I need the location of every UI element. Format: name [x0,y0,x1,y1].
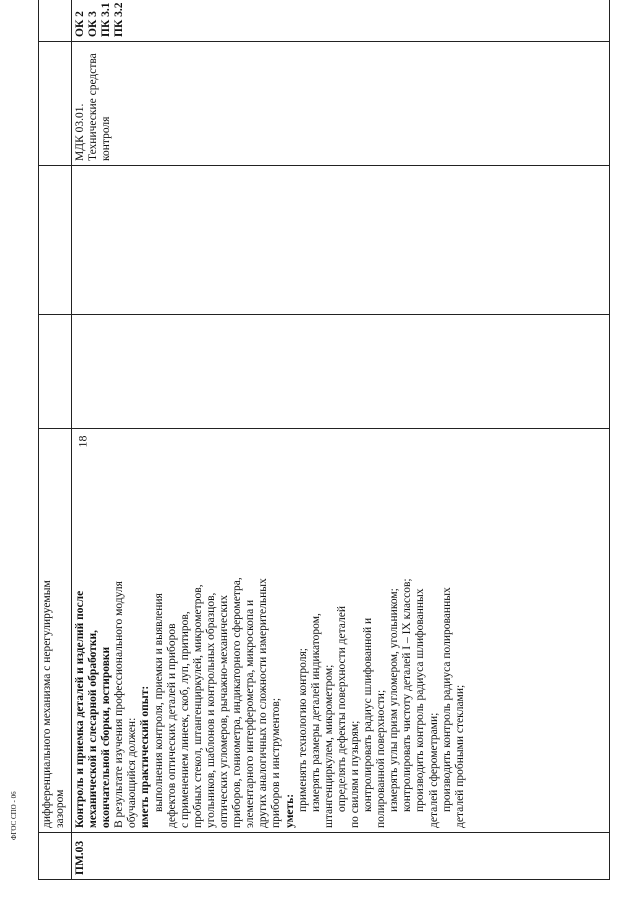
practice-line: других аналогичных по сложности измерительных [257,578,270,828]
module-title-line: механической и слесарной обработки, [87,629,100,828]
practice-line: угольников, шаблонов и контрольных образцов, [204,592,217,828]
curriculum-table [38,0,610,880]
intro-line: В результате изучения профессионального модуля [113,581,126,828]
skill-line: производить контроль радиуса шлифованных [414,588,427,812]
skill-line: определять дефекты поверхности деталей [335,606,348,812]
module-code: ПМ.03 [72,833,610,880]
skill-line: измерять размеры деталей индикатором, [309,613,322,812]
skill-line: штангенциркулем, микрометром; [322,664,335,828]
intro-line: обучающийся должен: [126,717,139,828]
competency-code: ОК 3 [87,11,100,37]
mdk-line: Технические средства [87,53,100,161]
mdk-cell [72,42,610,166]
rotated-table-page [38,2,610,880]
skills-heading: уметь: [283,793,296,828]
module-title-line: окончательной сборки, юстировки [100,646,113,828]
practice-line: приборов и инструментов; [270,697,283,828]
cell-code-empty [39,833,72,880]
table-row-module [72,0,610,880]
practice-line: с применением линеек, скоб, луп, притиров, [178,611,191,828]
practice-line: выполнения контроля, приемки и выявления [152,593,165,812]
mdk-line: МДК 03.01. [74,103,86,161]
cell-description-continuation [39,429,72,833]
cell-empty [39,42,72,166]
practice-line: пробных стекол, штангенциркулей, микрометров, [191,584,204,828]
skill-line: деталей пробными стеклами; [453,684,466,828]
skill-line: по свилям и пузырям; [348,720,361,828]
cell-empty [39,315,72,429]
cell-empty [39,166,72,315]
competencies-cell [72,0,610,42]
cell-empty [72,166,610,315]
skill-line: деталей сферометрами; [427,712,440,828]
table-row-continuation [39,0,72,880]
skill-line: контролировать чистоту деталей I – IX классов; [401,578,414,812]
cell-empty [39,0,72,42]
skill-line: полированной поверхности; [375,689,388,828]
competency-code: ПК 3.2 [113,2,126,37]
practice-line: дефектов оптических деталей и приборов [165,623,178,828]
practice-line: оптических угломеров, рычажно-механических [218,595,231,828]
practice-heading: иметь практический опыт: [139,685,152,828]
skill-line: контролировать радиус шлифованной и [362,617,375,812]
footer-label: ФГОС СПО - 06 [10,791,18,840]
page-number: 18 [75,435,90,448]
practice-line: элементарного интерферометра, микроскопа и [244,599,257,828]
cell-empty [72,315,610,429]
competency-code: ОК 2 [74,11,86,37]
practice-line: приборов, гониометра, индикаторного сферометра, [231,577,244,828]
skill-line: применять технологию контроля; [296,648,309,812]
module-title-line: Контроль и приемка деталей и изделий после [74,590,86,828]
desc-line: зазором [54,789,67,828]
skill-line: производить контроль радиуса полированных [440,587,453,812]
competency-code: ПК 3.1 [100,2,113,37]
module-description [72,429,610,833]
mdk-line: контроля [100,116,113,161]
skill-line: измерять углы призм угломером, угольником; [388,588,401,812]
desc-line: дифференциального механизма с нерегулируемым [41,580,53,828]
